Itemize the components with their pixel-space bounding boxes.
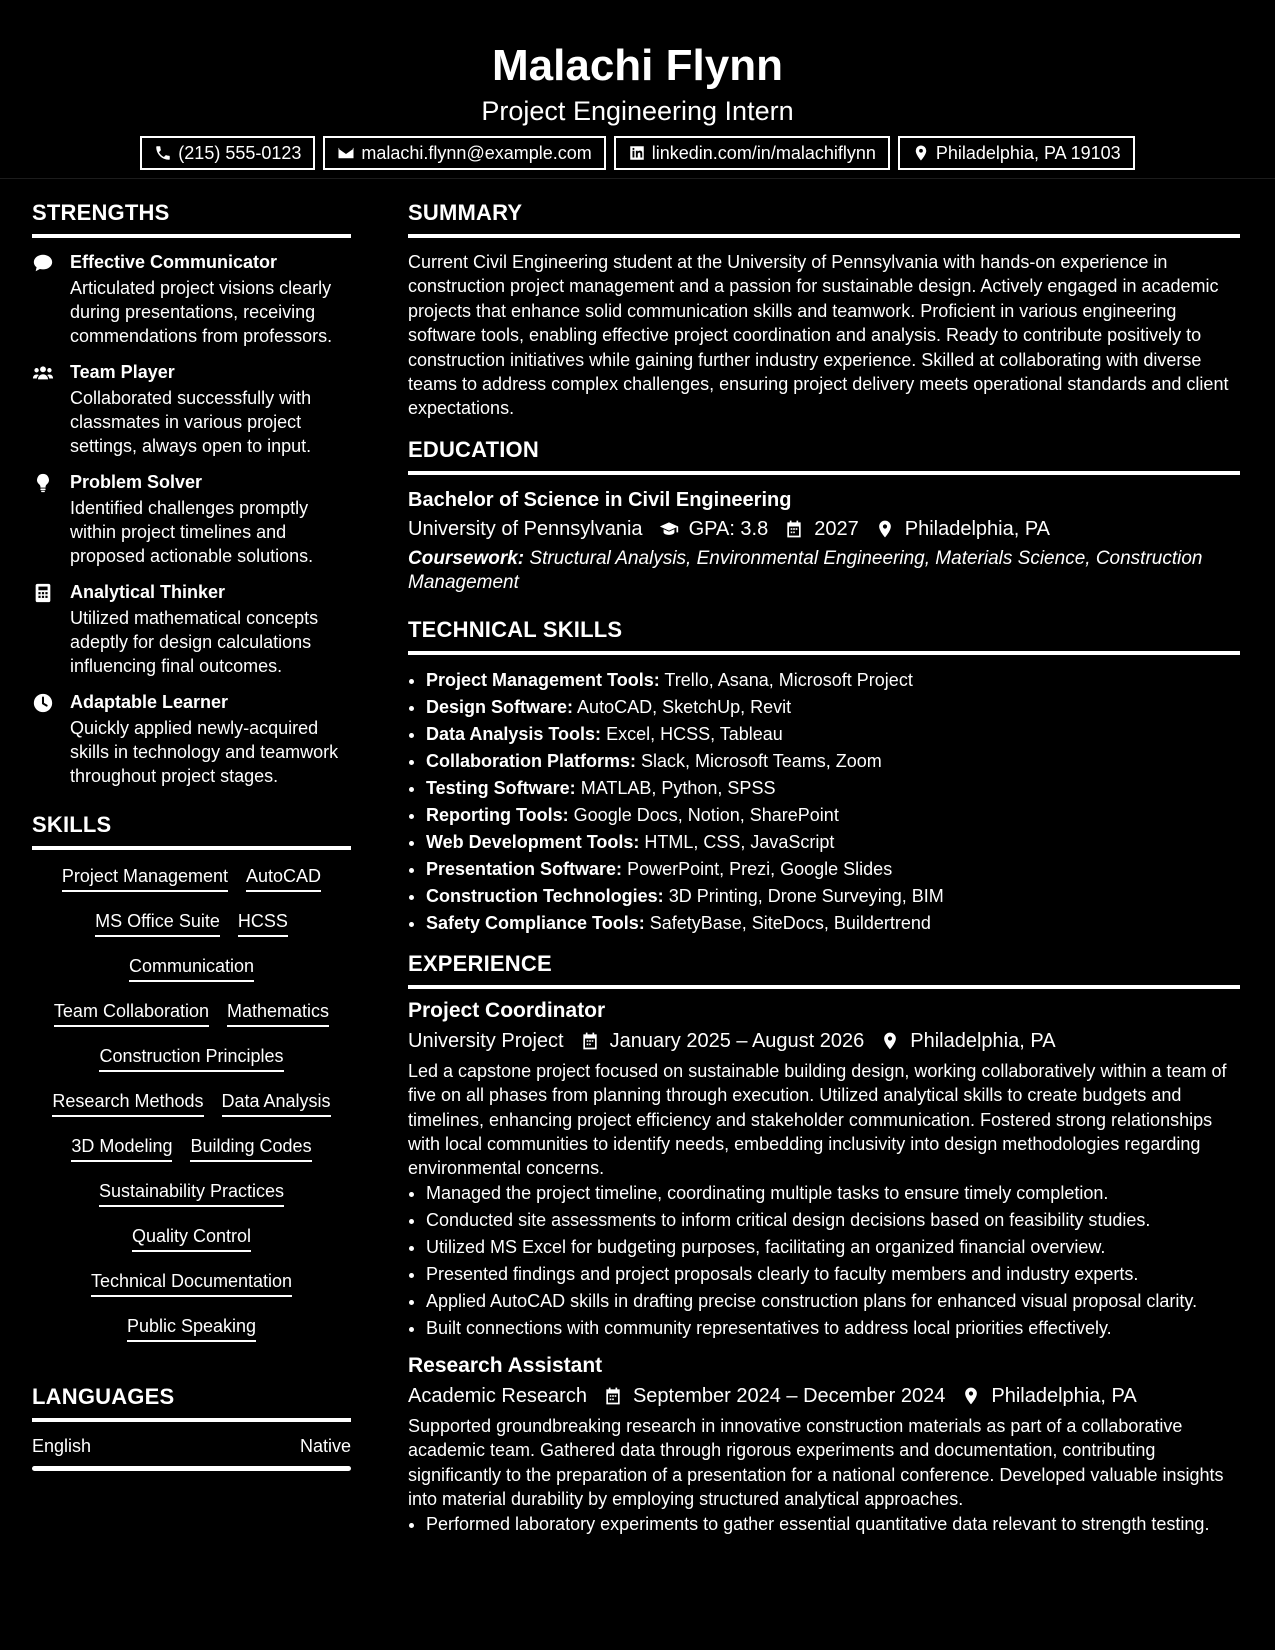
- calendar-icon: [784, 519, 804, 539]
- skill-values: Google Docs, Notion, SharePoint: [573, 804, 839, 825]
- coursework: [408, 547, 1240, 595]
- skill-tag: 3D Modeling: [71, 1134, 172, 1162]
- skill-category: Reporting Tools:: [426, 804, 569, 825]
- strength-title: Analytical Thinker: [70, 582, 226, 602]
- resume-header: [0, 0, 1275, 170]
- left-column: [32, 198, 351, 1471]
- skill-tag: Mathematics: [227, 999, 329, 1027]
- list-item: [426, 829, 1240, 856]
- strength-title: Adaptable Learner: [70, 692, 229, 712]
- list-item: [426, 721, 1240, 748]
- skill-values: PowerPoint, Prezi, Google Slides: [627, 858, 893, 879]
- strength-desc: Collaborated successfully with classmates in various project settings, always open to input.: [70, 388, 312, 456]
- technical-skills-list: [408, 667, 1240, 937]
- skill-tag: Project Management: [62, 864, 228, 892]
- language-level: Native: [299, 1436, 351, 1456]
- strength-item: [32, 470, 351, 568]
- contact-email[interactable]: [323, 136, 605, 170]
- job-bullets: [408, 1181, 1240, 1340]
- strength-desc: Articulated project visions clearly during presentations, receiving commendations from professors.: [70, 278, 333, 346]
- strength-desc: Identified challenges promptly within project timelines and proposed actionable solutions.: [70, 498, 314, 566]
- contact-location: [898, 136, 1135, 170]
- map-pin-icon: [875, 519, 895, 539]
- map-pin-icon: [912, 144, 930, 162]
- skill-category: Collaboration Platforms:: [426, 750, 637, 771]
- strengths-heading: STRENGTHS: [32, 198, 351, 238]
- job-dates: January 2025 – August 2026: [609, 1029, 865, 1052]
- skill-category: Design Software:: [426, 696, 574, 717]
- education-meta: [408, 513, 1240, 545]
- skill-values: HTML, CSS, JavaScript: [644, 831, 835, 852]
- skill-category: Web Development Tools:: [426, 831, 640, 852]
- skill-values: Trello, Asana, Microsoft Project: [664, 669, 913, 690]
- skill-values: AutoCAD, SketchUp, Revit: [577, 696, 792, 717]
- coursework-list: Structural Analysis, Environmental Engineering, Materials Science, Construction Management: [408, 547, 1203, 593]
- graduation-cap-icon: [659, 519, 679, 539]
- job-title: Research Assistant: [408, 1353, 603, 1377]
- skill-values: Excel, HCSS, Tableau: [606, 723, 783, 744]
- list-item: • Conducted site assessments to inform critical design decisions based on feasibility studies.: [426, 1208, 1240, 1232]
- contact-phone-text: (215) 555-0123: [178, 143, 302, 163]
- job-meta: [408, 1380, 1240, 1412]
- job-dates: September 2024 – December 2024: [632, 1384, 946, 1407]
- list-item: • Built connections with community representatives to address local priorities effectively.: [426, 1316, 1240, 1340]
- lightbulb-icon: [32, 472, 54, 494]
- candidate-name: Malachi Flynn: [492, 41, 783, 90]
- skills-heading: SKILLS: [32, 810, 351, 850]
- list-item: • Presented findings and project proposals clearly to faculty members and industry experts.: [426, 1262, 1240, 1286]
- experience-entry: [408, 997, 1240, 1340]
- skill-tag: Data Analysis: [222, 1089, 331, 1117]
- contact-phone[interactable]: [140, 136, 315, 170]
- coursework-label: Coursework:: [408, 547, 525, 569]
- job-description: Supported groundbreaking research in innovative construction materials as part of a collaborative academic team. Gathered data through rigorous experiments and documentation, contributing significantly to the preparation of a presentation for a national conference. Developed valuable insights into material durability by employing structured analytical approaches.: [408, 1415, 1224, 1510]
- skill-tag: AutoCAD: [246, 864, 321, 892]
- skill-category: Testing Software:: [426, 777, 576, 798]
- strength-item: [32, 360, 351, 458]
- list-item: [426, 910, 1240, 937]
- list-item: • Performed laboratory experiments to gather essential quantitative data relevant to strength testing.: [426, 1512, 1240, 1536]
- candidate-title: Project Engineering Intern: [481, 96, 794, 126]
- skill-category: Presentation Software:: [426, 858, 623, 879]
- calendar-icon: [580, 1031, 600, 1051]
- strength-item: [32, 250, 351, 348]
- education-location: Philadelphia, PA: [904, 517, 1051, 540]
- strength-desc: Utilized mathematical concepts adeptly for design calculations influencing final outcomes.: [70, 608, 319, 676]
- skill-tag: Team Collaboration: [54, 999, 209, 1027]
- skill-category: Safety Compliance Tools:: [426, 912, 645, 933]
- job-location: Philadelphia, PA: [910, 1029, 1056, 1052]
- school-name: University of Pennsylvania: [408, 517, 643, 540]
- skill-category: Construction Technologies:: [426, 885, 664, 906]
- skill-tag: Building Codes: [190, 1134, 311, 1162]
- job-org: Academic Research: [408, 1384, 587, 1407]
- skill-tag: Construction Principles: [99, 1044, 283, 1072]
- contact-bar: [0, 136, 1275, 170]
- skill-category: Project Management Tools:: [426, 669, 660, 690]
- technical-skills-heading: TECHNICAL SKILLS: [408, 615, 1240, 655]
- envelope-icon: [337, 144, 355, 162]
- calendar-icon: [603, 1386, 623, 1406]
- education-heading: EDUCATION: [408, 435, 1240, 475]
- linkedin-icon: [628, 144, 646, 162]
- skill-values: Slack, Microsoft Teams, Zoom: [641, 750, 882, 771]
- language-name: English: [32, 1436, 92, 1456]
- list-item: [426, 667, 1240, 694]
- list-item: [426, 802, 1240, 829]
- skill-values: 3D Printing, Drone Surveying, BIM: [668, 885, 944, 906]
- job-meta: [408, 1025, 1240, 1057]
- degree-title: Bachelor of Science in Civil Engineering: [408, 488, 792, 511]
- strength-item: [32, 690, 351, 788]
- map-pin-icon: [961, 1386, 981, 1406]
- skill-tag: HCSS: [238, 909, 288, 937]
- speech-bubble-icon: [32, 252, 54, 274]
- skill-tag: Research Methods: [52, 1089, 203, 1117]
- skills-list: [32, 862, 351, 1342]
- graduation-year: 2027: [814, 517, 859, 540]
- contact-location-text: Philadelphia, PA 19103: [935, 143, 1121, 163]
- list-item: [426, 775, 1240, 802]
- list-item: • Utilized MS Excel for budgeting purposes, facilitating an organized financial overview.: [426, 1235, 1240, 1259]
- skill-values: MATLAB, Python, SPSS: [580, 777, 776, 798]
- language-proficiency-bar: [32, 1466, 351, 1471]
- list-item: • Managed the project timeline, coordinating multiple tasks to ensure timely completion.: [426, 1181, 1240, 1205]
- list-item: [426, 694, 1240, 721]
- gpa: GPA: 3.8: [688, 517, 769, 540]
- clock-icon: [32, 692, 54, 714]
- skill-tag: Communication: [129, 954, 254, 982]
- calculator-icon: [32, 582, 54, 604]
- skill-tag: MS Office Suite: [95, 909, 220, 937]
- skill-tag: Sustainability Practices: [99, 1179, 284, 1207]
- strength-item: [32, 580, 351, 678]
- summary-heading: SUMMARY: [408, 198, 1240, 238]
- experience-entry: [408, 1352, 1240, 1536]
- users-icon: [32, 362, 54, 384]
- job-bullets: [408, 1512, 1240, 1536]
- list-item: [426, 748, 1240, 775]
- skill-tag: Public Speaking: [127, 1314, 256, 1342]
- job-org: University Project: [408, 1029, 564, 1052]
- map-pin-icon: [880, 1031, 900, 1051]
- strength-title: Team Player: [70, 362, 175, 382]
- skill-category: Data Analysis Tools:: [426, 723, 602, 744]
- skill-values: SafetyBase, SiteDocs, Buildertrend: [649, 912, 931, 933]
- list-item: • Applied AutoCAD skills in drafting precise construction plans for enhanced visual proposal clarity.: [426, 1289, 1240, 1313]
- strength-desc: Quickly applied newly-acquired skills in technology and teamwork throughout project stages.: [70, 718, 339, 786]
- job-title: Project Coordinator: [408, 998, 606, 1022]
- experience-heading: EXPERIENCE: [408, 949, 1240, 989]
- strength-title: Problem Solver: [70, 472, 203, 492]
- languages-heading: LANGUAGES: [32, 1382, 351, 1422]
- list-item: [426, 883, 1240, 910]
- job-location: Philadelphia, PA: [991, 1384, 1137, 1407]
- contact-linkedin[interactable]: [614, 136, 890, 170]
- right-column: [408, 198, 1240, 1539]
- header-divider: [0, 178, 1275, 179]
- job-description: Led a capstone project focused on sustainable building design, working collaboratively within a team of five on all phases from planning through execution. Utilized analytical skills to create budgets and timelines, enhancing project efficiency and stakeholder communication. Fostered strong relationships with local communities to identify needs, embedding inclusivity into design methodologies regarding environmental concerns.: [408, 1060, 1227, 1179]
- language-row: [32, 1434, 351, 1458]
- skill-tag: Technical Documentation: [91, 1269, 292, 1297]
- contact-email-text: malachi.flynn@example.com: [361, 143, 592, 163]
- list-item: [426, 856, 1240, 883]
- phone-icon: [154, 144, 172, 162]
- contact-linkedin-text: linkedin.com/in/malachiflynn: [651, 143, 876, 163]
- strength-title: Effective Communicator: [70, 252, 278, 272]
- skill-tag: Quality Control: [132, 1224, 251, 1252]
- summary-text: Current Civil Engineering student at the University of Pennsylvania with hands-on experience in construction project management and a passion for sustainable design. Actively engaged in academic projects that enhance solid communication skills and teamwork. Proficient in various engineering software tools, enabling effective project coordination and analysis. Ready to contribute positively to construction initiatives while gaining further industry experience. Skilled at collaborating with diverse teams to address complex challenges, ensuring project delivery meets operational standards and client expectations.: [408, 252, 1229, 419]
